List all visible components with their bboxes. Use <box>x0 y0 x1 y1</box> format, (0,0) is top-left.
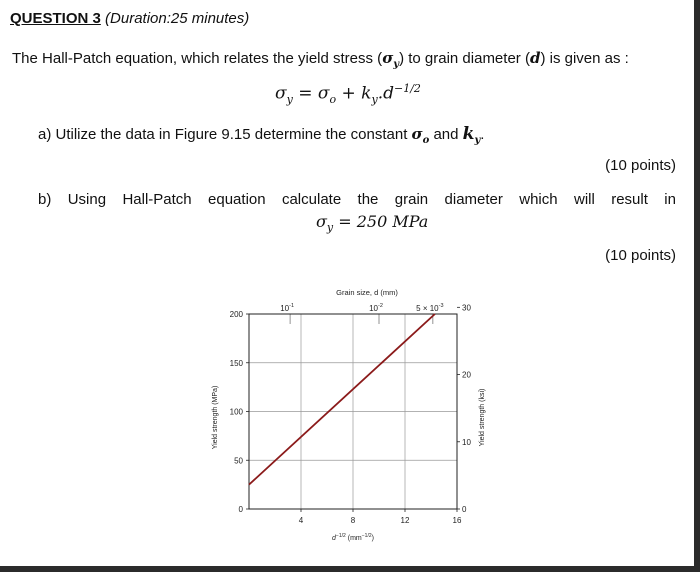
top-tick-label: $10^{-2}$ <box>369 303 383 313</box>
y-tick-label: 0 <box>238 505 243 514</box>
part-b-word: which <box>519 191 558 208</box>
part-a-and: and <box>429 126 463 143</box>
part-b-text <box>38 191 676 208</box>
intro-text <box>12 49 629 70</box>
hall-petch-line <box>249 314 435 485</box>
target-stress <box>316 212 428 234</box>
x-axis-label-part: d <box>332 535 336 542</box>
y-tick-label: 150 <box>229 358 243 368</box>
part-a-k: k <box>462 124 475 144</box>
part-b-word: equation <box>208 191 266 208</box>
intro-d: d <box>529 49 541 67</box>
x-tick-label: 16 <box>452 516 462 525</box>
part-b-word: will <box>573 191 595 208</box>
intro-sigma-sub: y <box>393 59 400 70</box>
top-tick-label: $10^{-1}$ <box>280 303 295 313</box>
part-b-word: in <box>664 191 676 208</box>
part-b-word: Hall-Patch <box>122 191 192 208</box>
intro-prefix: The Hall-Patch equation, which relates the yield stress ( <box>12 50 383 67</box>
intro-sigma: σ <box>382 49 394 67</box>
eq-exponent: −1/2 <box>393 82 421 95</box>
y-tick-label: 100 <box>229 407 243 417</box>
target-value: = 250 MPa <box>333 212 429 231</box>
part-b-word: calculate <box>281 191 342 208</box>
question-duration: (Duration:25 minutes) <box>105 10 250 27</box>
right-tick-label: 30 <box>462 303 471 313</box>
x-axis-label-part: −1/2 <box>361 533 372 539</box>
y-axis-label-right: Yield strength (ksi) <box>479 388 486 447</box>
top-tick-exponent: -3 <box>438 303 444 309</box>
part-b-word: b) <box>38 191 52 208</box>
right-tick-label: 0 <box>462 505 467 514</box>
eq-k: + k <box>336 83 372 104</box>
intro-suffix: ) is given as : <box>540 50 629 67</box>
y-axis-label: Yield strength (MPa) <box>212 385 219 450</box>
eq-sigma0: = σ <box>292 83 330 104</box>
eq-sigma0-sub: o <box>329 93 337 107</box>
part-a-sigma-sub: o <box>422 135 430 146</box>
eq-lhs: σ <box>275 83 287 104</box>
right-tick-label: 20 <box>462 370 471 380</box>
x-axis-label-part: −1/2 <box>335 533 346 539</box>
intro-middle: ) to grain diameter ( <box>399 50 530 67</box>
question-number: QUESTION 3 <box>10 10 101 27</box>
target-sigma-sub: y <box>326 221 334 235</box>
part-a-sigma: σ <box>411 125 423 143</box>
figure-9-15-chart <box>200 280 500 550</box>
chart-title: Grain size, d (mm) <box>336 288 398 297</box>
x-tick-label: 8 <box>350 516 356 525</box>
part-b-word: Using <box>67 191 107 208</box>
x-axis-label-part: (mm <box>345 535 362 542</box>
x-axis-label <box>332 533 374 542</box>
eq-d: .d <box>377 83 394 104</box>
top-tick-label: $5 \times 10^{-3}$ <box>416 303 444 313</box>
part-b-word: diameter <box>444 191 503 208</box>
top-tick-exponent: -1 <box>289 303 295 309</box>
question-title <box>10 10 249 27</box>
hall-petch-equation <box>275 82 421 106</box>
part-b-points: (10 points) <box>605 247 676 264</box>
x-tick-label: 4 <box>298 516 304 525</box>
eq-k-sub: y <box>371 93 378 107</box>
part-b-word: grain <box>394 191 429 208</box>
part-b-word: the <box>357 191 379 208</box>
part-a-text <box>38 124 484 146</box>
part-a-prefix: a) Utilize the data in Figure 9.15 determine the constant <box>38 126 412 143</box>
right-tick-label: 10 <box>462 437 471 447</box>
x-axis-label-part: ) <box>371 535 374 542</box>
part-b-word: result <box>611 191 648 208</box>
part-a-end: . <box>480 126 485 143</box>
eq-lhs-sub: y <box>286 93 293 107</box>
target-sigma: σ <box>316 212 327 231</box>
part-a-points: (10 points) <box>605 157 676 174</box>
y-tick-label: 50 <box>234 456 243 466</box>
x-tick-label: 12 <box>400 516 410 525</box>
part-a-k-sub: y <box>474 135 481 146</box>
y-tick-label: 200 <box>229 310 243 319</box>
top-tick-exponent: -2 <box>378 303 383 309</box>
